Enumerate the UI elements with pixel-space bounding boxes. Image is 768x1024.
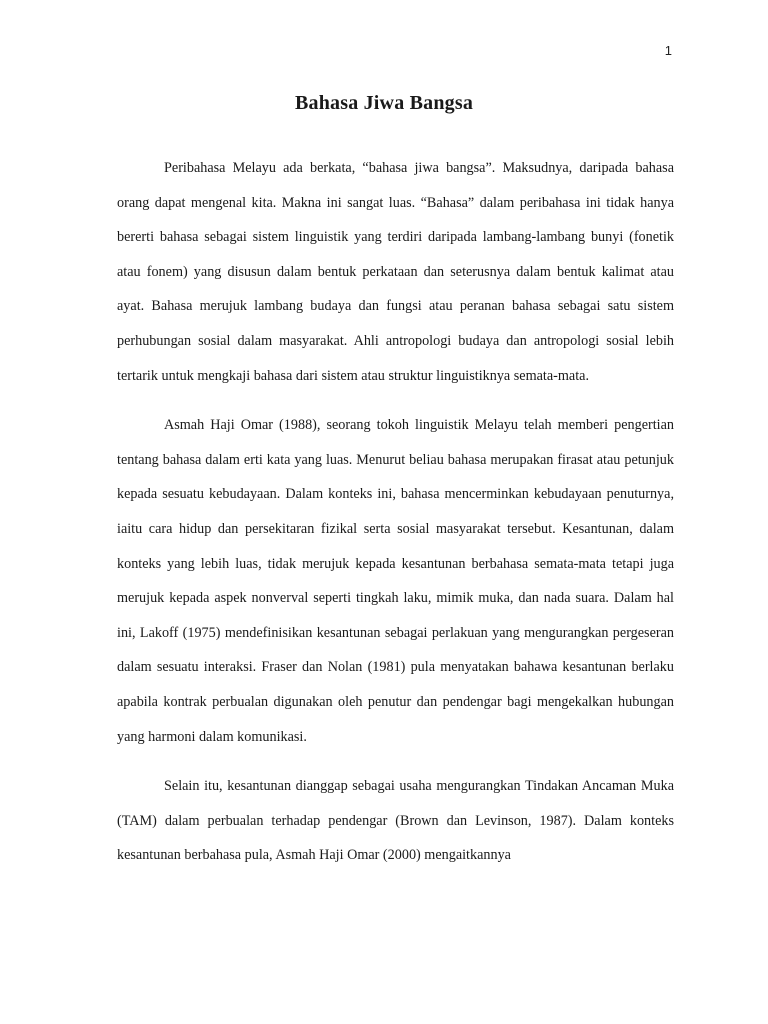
paragraph: Peribahasa Melayu ada berkata, “bahasa jiwa bangsa”. Maksudnya, daripada bahasa orang dapat mengenal kita. Makna ini sangat luas. “Bahasa” dalam peribahasa ini tidak hanya bererti bahasa sebagai sistem linguistik yang terdiri daripada lambang-lambang bunyi (fonetik atau fonem) yang disusun dalam bentuk perkataan dan seterusnya dalam bentuk kalimat atau ayat. Bahasa merujuk lambang budaya dan fungsi atau peranan bahasa sebagai satu sistem perhubungan sosial dalam masyarakat. Ahli antropologi budaya dan antropologi sosial lebih tertarik untuk mengkaji bahasa dari sistem atau struktur linguistiknya semata-mata. bbox=[117, 160, 674, 384]
page-number: 1 bbox=[664, 43, 672, 58]
paragraph: Asmah Haji Omar (1988), seorang tokoh linguistik Melayu telah memberi pengertian tentang bahasa dalam erti kata yang luas. Menurut beliau bahasa merupakan firasat atau petunjuk kepada sesuatu kebudayaan. Dalam konteks ini, bahasa mencerminkan kebudayaan penuturnya, iaitu cara hidup dan persekitaran fizikal serta sosial masyarakat tersebut. Kesantunan, dalam konteks yang lebih luas, tidak merujuk kepada kesantunan berbahasa semata-mata tetapi juga merujuk kepada aspek nonverval seperti tingkah laku, mimik muka, dan nada suara. Dalam hal ini, Lakoff (1975) mendefinisikan kesantunan sebagai perlakuan yang mengurangkan pergeseran dalam sesuatu interaksi. Fraser dan Nolan (1981) pula menyatakan bahawa kesantunan berlaku apabila kontrak perbualan digunakan oleh penutur dan pendengar bagi mengekalkan hubungan yang harmoni dalam komunikasi. bbox=[117, 417, 674, 745]
document-title: Bahasa Jiwa Bangsa bbox=[294, 92, 474, 114]
paragraph: Selain itu, kesantunan dianggap sebagai usaha mengurangkan Tindakan Ancaman Muka (TAM) dalam perbualan terhadap pendengar (Brown dan Levinson, 1987). Dalam konteks kesantunan berbahasa pula, Asmah Haji Omar (2000) mengaitkannya bbox=[117, 778, 674, 864]
document-body bbox=[117, 151, 674, 873]
